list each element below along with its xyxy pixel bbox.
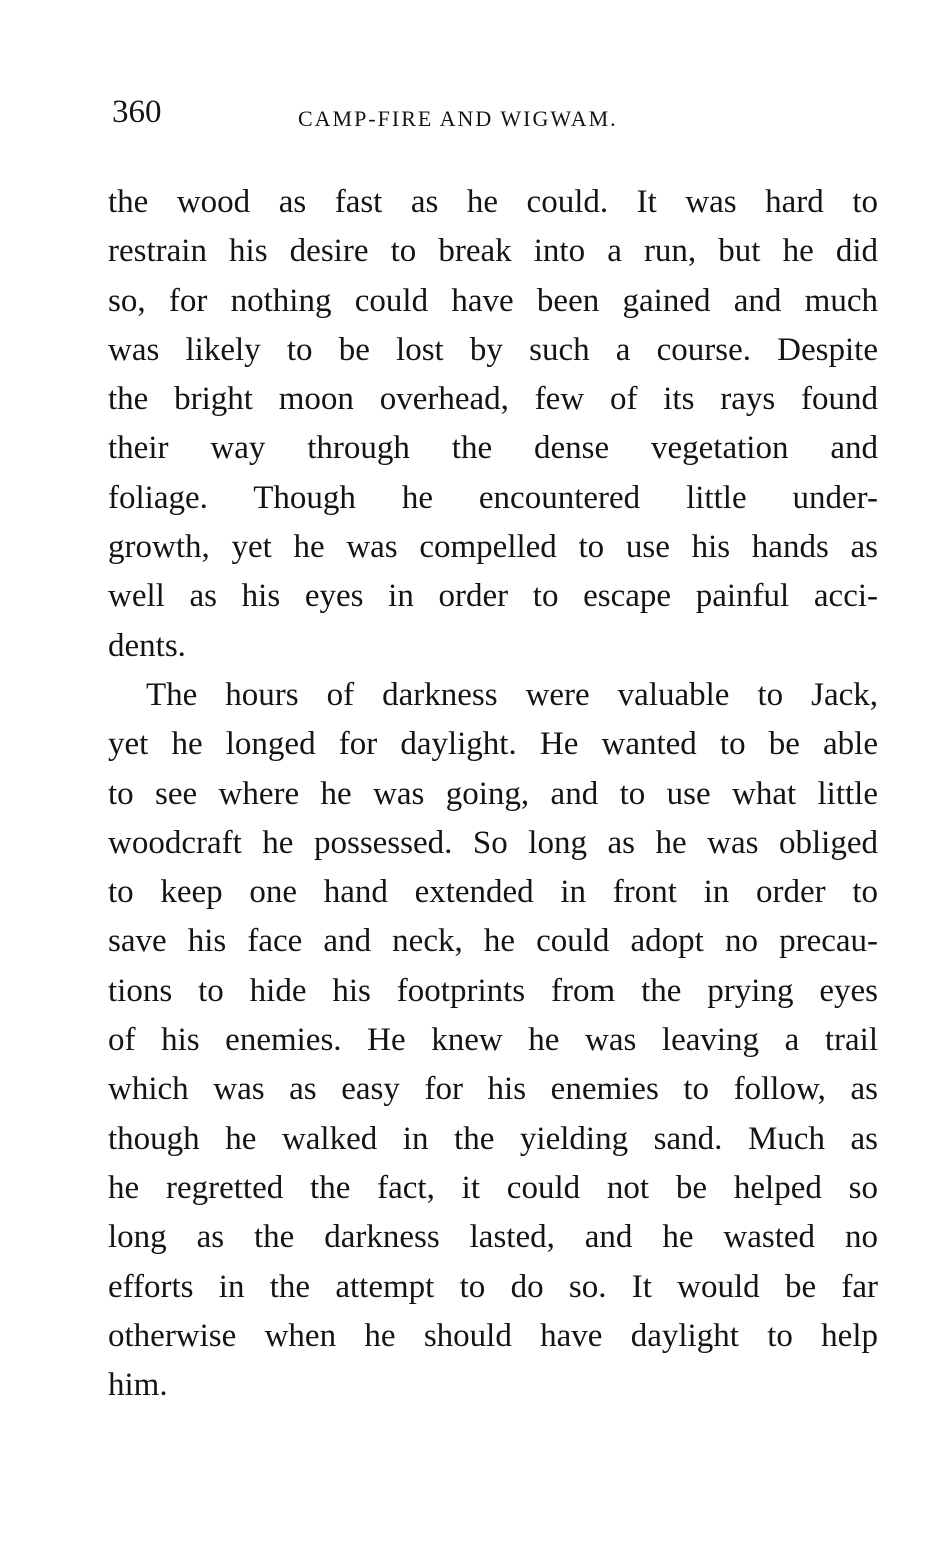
text-line: save his face and neck, he could adopt no precau- xyxy=(108,923,878,960)
text-line: dents. xyxy=(108,627,186,664)
text-line: though he walked in the yielding sand. Much as xyxy=(108,1120,878,1157)
text-line: woodcraft he possessed. So long as he was obliged xyxy=(108,824,878,861)
page-number: 360 xyxy=(112,94,162,130)
text-line: was likely to be lost by such a course. Despite xyxy=(108,331,878,368)
paragraph-2 xyxy=(108,671,878,1410)
text-line: tions to hide his footprints from the prying eyes xyxy=(108,972,878,1009)
text-line: to keep one hand extended in front in order to xyxy=(108,874,878,911)
paragraph-1 xyxy=(108,178,878,671)
text-line: their way through the dense vegetation and xyxy=(108,430,878,467)
text-line: him. xyxy=(108,1367,168,1404)
text-line: otherwise when he should have daylight to help xyxy=(108,1317,878,1354)
text-line: which was as easy for his enemies to follow, as xyxy=(108,1071,878,1108)
text-line: he regretted the fact, it could not be helped so xyxy=(108,1169,878,1206)
text-line: growth, yet he was compelled to use his hands as xyxy=(108,529,878,566)
text-line: foliage. Though he encountered little under- xyxy=(108,479,878,516)
text-line: restrain his desire to break into a run, but he did xyxy=(108,233,878,270)
text-line: of his enemies. He knew he was leaving a trail xyxy=(108,1022,878,1059)
body-text xyxy=(108,178,878,1410)
text-line: The hours of darkness were valuable to Jack, xyxy=(146,676,878,713)
text-line: efforts in the attempt to do so. It would be far xyxy=(108,1268,878,1305)
text-line: long as the darkness lasted, and he wasted no xyxy=(108,1219,878,1256)
text-line: to see where he was going, and to use what little xyxy=(108,775,878,812)
text-line: the bright moon overhead, few of its rays found xyxy=(108,381,878,418)
running-title: CAMP-FIRE AND WIGWAM. xyxy=(298,106,618,131)
text-line: yet he longed for daylight. He wanted to be able xyxy=(108,726,878,763)
text-line: well as his eyes in order to escape painful acci- xyxy=(108,578,878,615)
text-line: the wood as fast as he could. It was hard to xyxy=(108,184,878,220)
text-line: so, for nothing could have been gained and much xyxy=(108,282,878,319)
